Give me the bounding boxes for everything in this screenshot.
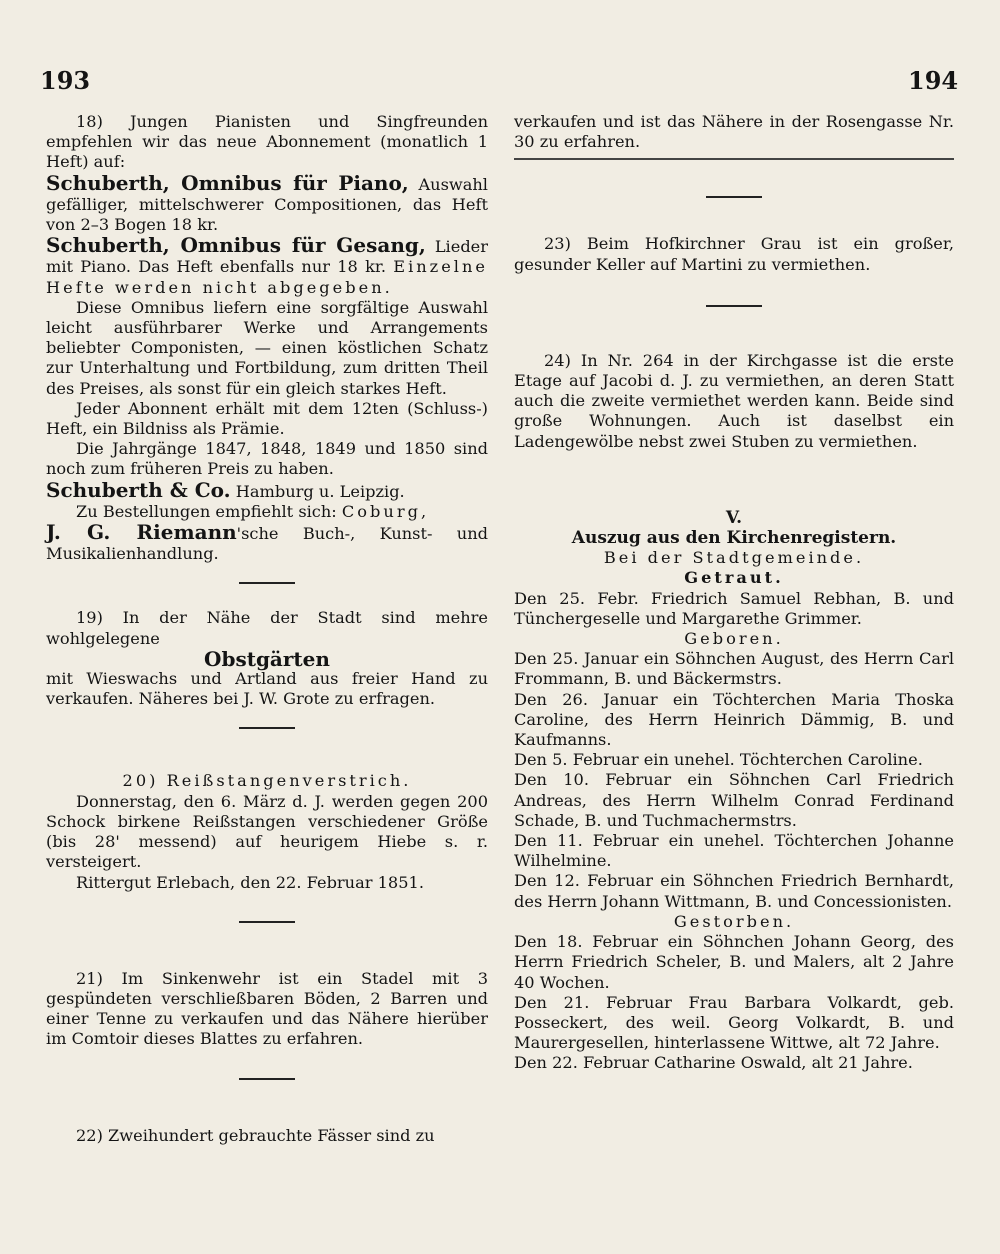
church-registers: [514, 508, 954, 1074]
right-column: [514, 112, 954, 1074]
geboren-entry: Den 25. Januar ein Söhnchen August, des Herrn Carl Frommann, B. und Bäckermstrs.: [514, 649, 954, 689]
ad-18-para-3: Die Jahrgänge 1847, 1848, 1849 und 1850 sind noch zum früheren Preis zu haben.: [46, 439, 488, 479]
separator-rule: [706, 196, 762, 198]
geboren-entry: Den 26. Januar ein Töchterchen Maria Thoska Caroline, des Herrn Heinrich Dämmig, B. und Kaufmanns.: [514, 689, 954, 750]
geboren-entry: Den 10. Februar ein Söhnchen Carl Friedrich Andreas, des Herrn Wilhelm Conrad Ferdinand Schade, B. und Tuchmachermstrs.: [514, 770, 954, 830]
gestorben-heading: Gestorben.: [673, 911, 795, 931]
ad-18-para-2: Jeder Abonnent erhält mit dem 12ten (Schluss-) Heft, ein Bildniss als Prämie.: [46, 398, 488, 439]
gestorben-entry: Den 22. Februar Catharine Oswald, alt 21 Jahre.: [514, 1053, 913, 1073]
orders-line: [46, 502, 488, 522]
separator-rule: [239, 727, 295, 729]
omnibus-piano-entry: [46, 170, 488, 236]
registers-title: Auszug aus den Kirchenregistern.: [571, 528, 897, 549]
publisher-name: Schuberth & Co.: [46, 477, 231, 502]
left-column: [46, 112, 488, 1146]
geboren-entry: Den 11. Februar ein unehel. Töchterchen Johanne Wilhelmine.: [514, 831, 954, 871]
getraut-entry: Den 25. Febr. Friedrich Samuel Rebhan, B. und Tünchergeselle und Margarethe Grimmer.: [514, 588, 954, 628]
geboren-entry: Den 5. Februar ein unehel. Töchterchen Caroline.: [514, 750, 923, 770]
ad-22-start: [46, 1126, 488, 1146]
ad-19-intro: 19) In der Nähe der Stadt sind mehre wohlgelegene: [46, 608, 488, 648]
ad-22-continuation: verkaufen und ist das Nähere in der Rosengasse Nr. 30 zu erfahren.: [514, 112, 954, 152]
ad-21: [46, 969, 488, 1050]
ad-19-heading: Obstgärten: [204, 646, 330, 671]
ad-24-text: 24) In Nr. 264 in der Kirchgasse ist die erste Etage auf Jacobi d. J. zu vermiethen, an deren Statt auch die zweite vermiethet werden kann. Beide sind große Wohnungen. Auch ist daselbst ein Ladengewölbe nebst zwei Stuben zu vermiethen.: [514, 350, 954, 451]
ad-23-text: 23) Beim Hofkirchner Grau ist ein großer, gesunder Keller auf Martini zu vermiethen.: [514, 234, 954, 274]
page-number-right: 194: [908, 66, 959, 95]
horizontal-rule: [514, 158, 954, 160]
omnibus-piano-title: Schuberth, Omnibus für Piano,: [46, 170, 409, 195]
ad-21-text: 21) Im Sinkenwehr ist ein Stadel mit 3 gespündeten verschließbaren Böden, 2 Barren und einer Tenne zu verkaufen und das Nähere hierüber im Comtoir dieses Blattes zu erfahren.: [46, 968, 488, 1049]
ad-20: [46, 771, 488, 892]
geboren-entry: Den 12. Februar ein Söhnchen Friedrich Bernhardt, des Herrn Johann Wittmann, B. und Concessionisten.: [514, 871, 954, 911]
orders-city: Coburg,: [341, 501, 430, 521]
geboren-heading: Geboren.: [684, 629, 784, 649]
omnibus-gesang-title: Schuberth, Omnibus für Gesang,: [46, 233, 426, 258]
omnibus-piano-text: Auswahl gefälliger, mittelschwerer Compositionen, das Heft von 2–3 Bogen 18 kr.: [46, 174, 488, 235]
separator-rule: [239, 921, 295, 923]
publisher-line: [46, 477, 488, 502]
ad-18-para-1: Diese Omnibus liefern eine sorgfältige Auswahl leicht ausführbarer Werke und Arrangements beliebter Componisten, — einen köstlichen Schatz zur Unterhaltung und Fortbildung, zum dritten Theil des Preises, als sonst für ein gleich starkes Heft.: [46, 297, 488, 398]
registers-numeral: V.: [725, 507, 743, 528]
registers-subtitle: Bei der Stadtgemeinde.: [603, 548, 865, 568]
publisher-place: Hamburg u. Leipzig.: [235, 481, 405, 501]
einzelne-hefte-notice: Einzelne Hefte werden nicht abgegeben.: [46, 257, 488, 297]
orders-firm: J. G. Riemann: [46, 520, 237, 545]
ad-18-intro: 18) Jungen Pianisten und Singfreunden empfehlen wir das neue Abonnement (monatlich 1 Heft) auf:: [46, 112, 488, 172]
orders-firm-line: [46, 522, 488, 564]
ad-20-signature: Rittergut Erlebach, den 22. Februar 1851.: [76, 872, 424, 892]
omnibus-gesang-text: Lieder mit Piano. Das Heft ebenfalls nur 18 kr.: [46, 237, 488, 277]
ad-18: [46, 112, 488, 564]
separator-rule: [706, 305, 762, 307]
ad-22-start-text: 22) Zweihundert gebrauchte Fässer sind zu: [76, 1125, 435, 1145]
ad-20-heading: 20) Reißstangenverstrich.: [122, 771, 412, 791]
ad-19: [46, 608, 488, 709]
separator-rule: [239, 582, 295, 584]
ad-19-text: mit Wieswachs und Artland aus freier Hand zu verkaufen. Näheres bei J. W. Grote zu erfragen.: [46, 669, 488, 709]
separator-rule: [239, 1078, 295, 1080]
omnibus-gesang-entry: [46, 235, 488, 298]
ad-20-text: Donnerstag, den 6. März d. J. werden gegen 200 Schock birkene Reißstangen verschiedener Größe (bis 28' messend) auf heurigem Hiebe s. r. versteigert.: [46, 791, 488, 872]
gestorben-entry: Den 18. Februar ein Söhnchen Johann Georg, des Herrn Friedrich Scheler, B. und Malers, alt 2 Jahre 40 Wochen.: [514, 932, 954, 992]
orders-rest: 'sche Buch-, Kunst- und Musikalienhandlung.: [46, 524, 488, 564]
page-number-left: 193: [40, 66, 91, 95]
gestorben-entry: Den 21. Februar Frau Barbara Volkardt, geb. Posseckert, des weil. Georg Volkardt, B. und Maurergesellen, hinterlassene Wittwe, alt 72 Jahre.: [514, 992, 954, 1053]
getraut-heading: Getraut.: [684, 568, 784, 588]
orders-intro: Zu Bestellungen empfiehlt sich:: [76, 501, 337, 521]
